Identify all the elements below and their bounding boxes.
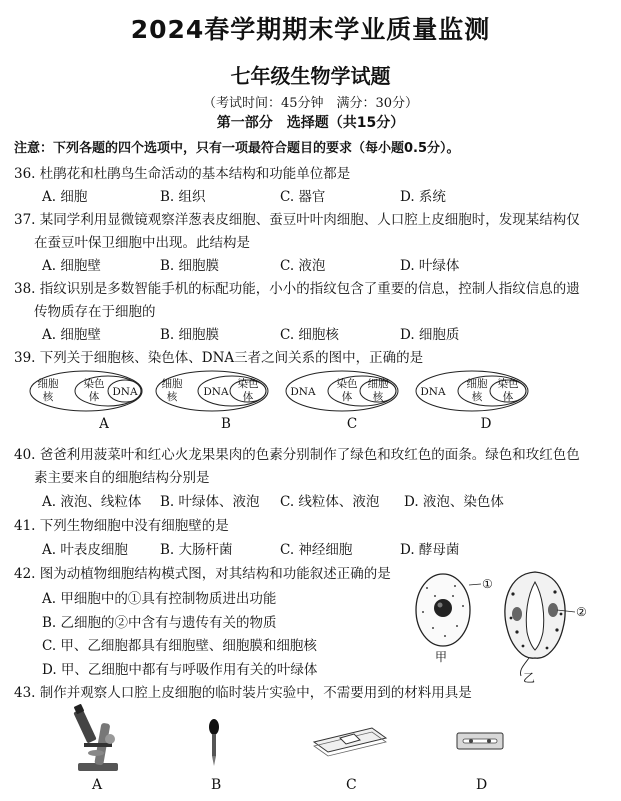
q39-diagram-a <box>30 371 142 411</box>
q40-option-d: D. 液泡、染色体 <box>404 494 504 510</box>
glass-slides-icon <box>310 722 390 758</box>
diagram-d-letter: D <box>480 416 492 432</box>
q41-stem: 41. 下列生物细胞中没有细胞壁的是 <box>14 518 229 534</box>
q41-option-d: D. 酵母菌 <box>400 542 460 558</box>
diagram-b-label-1: 细胞 <box>161 378 183 390</box>
diagram-d-label-4: 染色 <box>497 378 519 390</box>
microscope-icon <box>70 703 136 775</box>
label-circled-1: ① <box>482 577 493 591</box>
q42-cell-figure <box>405 566 595 684</box>
razor-blade-icon <box>455 730 505 752</box>
diagram-b-label-4: 染色 <box>237 378 259 390</box>
q38-option-b: B. 细胞膜 <box>160 327 220 343</box>
q37-option-d: D. 叶绿体 <box>400 258 460 274</box>
q36-option-c: C. 器官 <box>280 189 326 205</box>
diagram-c-label-3: 体 <box>341 391 353 403</box>
q42-option-b: B. 乙细胞的②中含有与遗传有关的物质 <box>42 615 277 631</box>
q40-option-c: C. 线粒体、液泡 <box>280 494 380 510</box>
q36-option-a: A. 细胞 <box>42 189 88 205</box>
q39-diagrams <box>0 366 621 432</box>
q42-stem: 42. 图为动植物细胞结构模式图，对其结构和功能叙述正确的是 <box>14 566 391 582</box>
q37-option-b: B. 细胞膜 <box>160 258 220 274</box>
diagram-a-label-3: 染色 <box>83 378 105 390</box>
q37-stem-line2: 在蚕豆叶保卫细胞中出现。此结构是 <box>34 235 250 251</box>
q40-stem-line1: 40. 爸爸利用菠菜叶和红心火龙果果肉的色素分别制作了绿色和玫红色的面条。绿色和玫红色色 <box>14 447 580 463</box>
diagram-b-label-3: DNA <box>203 386 229 398</box>
label-jia: 甲 <box>435 650 448 664</box>
q36-stem: 36. 杜鹃花和杜鹃鸟生命活动的基本结构和功能单位都是 <box>14 166 351 182</box>
q40-stem-line2: 素主要来自的细胞结构分别是 <box>34 470 210 486</box>
diagram-c-letter: C <box>346 416 358 432</box>
q43-caption-c: C <box>346 777 357 793</box>
q41-option-b: B. 大肠杆菌 <box>160 542 233 558</box>
q40-option-a: A. 液泡、线粒体 <box>42 494 142 510</box>
q42-option-d: D. 甲、乙细胞中都有与呼吸作用有关的叶绿体 <box>42 662 318 678</box>
exam-info: （考试时间：45分钟 满分：30分） <box>202 96 419 111</box>
q38-option-d: D. 细胞质 <box>400 327 460 343</box>
diagram-a-letter: A <box>99 416 109 432</box>
diagram-c-label-4: 细胞 <box>367 378 389 390</box>
q43-caption-b: B <box>211 777 222 793</box>
q43-caption-a: A <box>92 777 103 793</box>
diagram-d-label-3: 核 <box>471 391 483 403</box>
diagram-b-label-5: 体 <box>242 391 254 403</box>
diagram-a-label-4: 体 <box>88 391 100 403</box>
q43-stem: 43. 制作并观察人口腔上皮细胞的临时装片实验中，不需要用到的材料用具是 <box>14 685 472 701</box>
q37-stem-line1: 37. 某同学利用显微镜观察洋葱表皮细胞、蚕豆叶叶肉细胞、人口腔上皮细胞时，发现某结构仅 <box>14 212 580 228</box>
label-circled-2: ② <box>576 605 587 619</box>
diagram-d-label-2: 细胞 <box>466 378 488 390</box>
q42-option-a: A. 甲细胞中的①具有控制物质进出功能 <box>42 591 277 607</box>
diagram-c-label-5: 核 <box>372 391 384 403</box>
diagram-b-label-2: 核 <box>166 391 178 403</box>
q39-stem: 39. 下列关于细胞核、染色体、DNA三者之间关系的图中，正确的是 <box>14 350 424 366</box>
diagram-d-label-5: 体 <box>502 391 514 403</box>
q39-diagram-c <box>286 371 398 411</box>
q40-option-b: B. 叶绿体、液泡 <box>160 494 260 510</box>
q37-option-a: A. 细胞壁 <box>42 258 101 274</box>
q43-caption-d: D <box>476 777 488 793</box>
q41-option-a: A. 叶表皮细胞 <box>42 542 128 558</box>
label-yi: 乙 <box>523 671 536 684</box>
diagram-a-label-1: 细胞 <box>37 378 59 390</box>
exam-title: 2024春学期期末学业质量监测 <box>130 15 491 44</box>
section-heading: 第一部分 选择题（共15分） <box>216 115 405 131</box>
instructions-note: 注意：下列各题的四个选项中，只有一项最符合题目的要求（每小题0.5分）。 <box>14 141 460 156</box>
diagram-b-letter: B <box>221 416 231 432</box>
q38-stem-line2: 传物质存在于细胞的 <box>34 304 156 320</box>
q36-option-b: B. 组织 <box>160 189 206 205</box>
guard-cell-illustration <box>505 572 575 676</box>
q36-option-d: D. 系统 <box>400 189 446 205</box>
q41-option-c: C. 神经细胞 <box>280 542 353 558</box>
q39-diagram-d <box>416 371 528 411</box>
dropper-icon <box>204 718 224 768</box>
q37-option-c: C. 液泡 <box>280 258 326 274</box>
q38-stem-line1: 38. 指纹识别是多数智能手机的标配功能，小小的指纹包含了重要的信息，控制人指纹信息的遗 <box>14 281 580 297</box>
diagram-d-label-1: DNA <box>420 386 446 398</box>
diagram-c-label-1: DNA <box>290 386 316 398</box>
diagram-a-label-5: DNA <box>112 386 138 398</box>
diagram-a-label-2: 核 <box>42 391 54 403</box>
q38-option-c: C. 细胞核 <box>280 327 339 343</box>
animal-cell-illustration <box>416 574 481 646</box>
q39-diagram-b <box>156 371 268 411</box>
q38-option-a: A. 细胞壁 <box>42 327 101 343</box>
exam-subtitle: 七年级生物学试题 <box>230 64 391 88</box>
q42-option-c: C. 甲、乙细胞都具有细胞壁、细胞膜和细胞核 <box>42 638 317 654</box>
diagram-c-label-2: 染色 <box>336 378 358 390</box>
